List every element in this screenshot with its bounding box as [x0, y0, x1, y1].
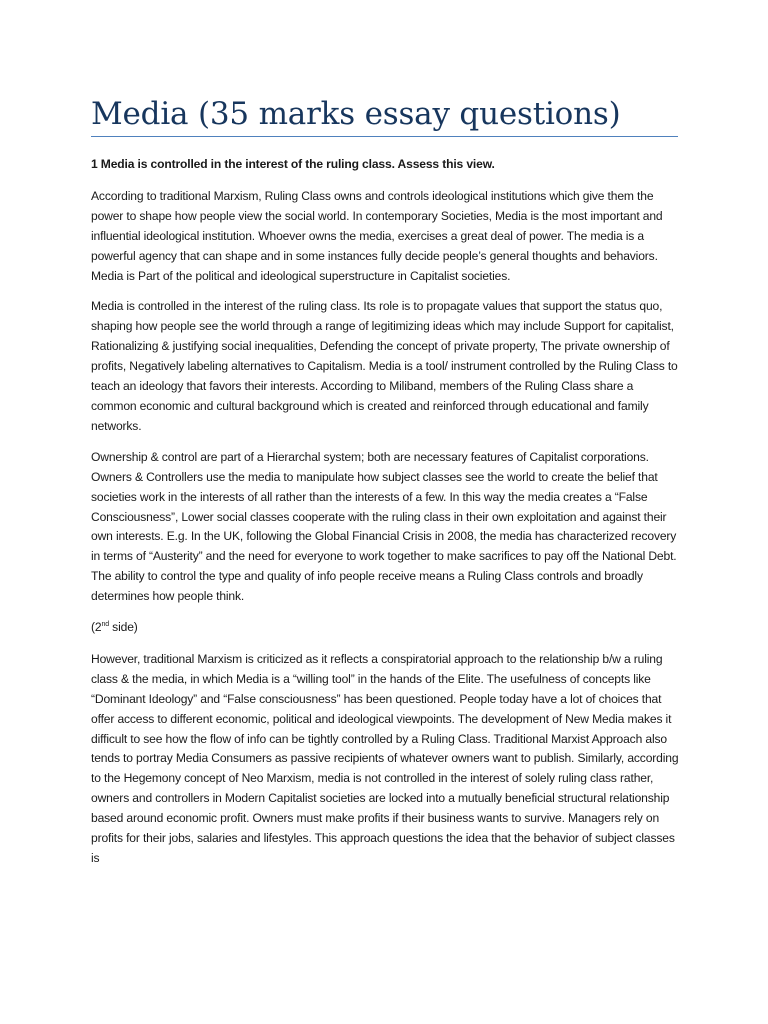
- paragraph-1: According to traditional Marxism, Ruling Class owns and controls ideological institutions which give them the power to shape how people view the social world. In contemporary Societies, Media is the most important and influential ideological institution. Whoever owns the media, exercises a great deal of power. The media is a powerful agency that can shape and in some instances fully decide people’s general thoughts and behaviors. Media is Part of the political and ideological superstructure in Capitalist societies.: [91, 188, 663, 283]
- side-marker-close: side): [108, 620, 138, 635]
- side-marker-superscript: nd: [101, 621, 109, 629]
- paragraph-4: However, traditional Marxism is criticized as it reflects a conspiratorial approach to the relationship b/w a ruling class & the media, in which Media is a “willing tool” in the hands of the Elite. The usefulness of concepts like “Dominant Ideology” and “False consciousness” has been questioned. People today have a lot of choices that offer access to different economic, political and ideological viewpoints. The development of New Media makes it difficult to see how the flow of info can be tightly controlled by a Ruling Class. Traditional Marxist Approach also tends to portray Media Consumers as passive recipients of whatever owners want to publish. Similarly, according to the Hegemony concept of Neo Marxism, media is not controlled in the interest of solely ruling class rather, owners and controllers in Modern Capitalist societies are locked into a mutually beneficial structural relationship based around economic profit. Owners must make profits if their business wants to survive. Managers rely on profits for their jobs, salaries and lifestyles. This approach questions the idea that the behavior of subject classes is: [91, 651, 679, 865]
- paragraph-3: Ownership & control are part of a Hierarchal system; both are necessary features of Capitalist corporations. Owners & Controllers use the media to manipulate how subject classes see the world to create the belief that societies work in the interests of all rather than the interests of a few. In this way the media creates a “False Consciousness”, Lower social classes cooperate with the ruling class in their own exploitation and against their own interests. E.g. In the UK, following the Global Financial Crisis in 2008, the media has characterized recovery in terms of “Austerity” and the need for everyone to work together to make sacrifices to pay off the National Debt. The ability to control the type and quality of info people receive means a Ruling Class controls and broadly determines how people think.: [91, 449, 677, 604]
- page-title: Media (35 marks essay questions): [91, 96, 621, 132]
- side-marker: [91, 618, 679, 638]
- essay-body: [91, 155, 679, 880]
- title-divider: [91, 136, 678, 137]
- paragraph-2: Media is controlled in the interest of the ruling class. Its role is to propagate values that support the status quo, shaping how people see the world through a range of legitimizing ideas which may include Support for capitalist, Rationalizing & justifying social inequalities, Defending the concept of private property, The private ownership of profits, Negatively labeling alternatives to Capitalism. Media is a tool/ instrument controlled by the Ruling Class to teach an ideology that favors their interests. According to Miliband, members of the Ruling Class share a common economic and cultural background which is created and reinforced through educational and family networks.: [91, 299, 678, 433]
- side-marker-open: (2: [91, 620, 102, 635]
- essay-question: 1 Media is controlled in the interest of the ruling class. Assess this view.: [91, 157, 495, 171]
